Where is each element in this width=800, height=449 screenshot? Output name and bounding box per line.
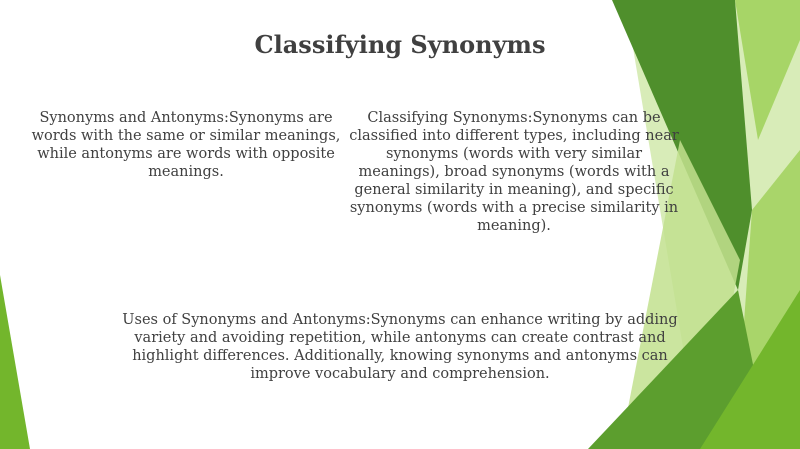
paragraph-synonyms-antonyms: Synonyms and Antonyms:Synonyms are words with the same or similar meanings, while antonyms are words with opposite meanings. <box>31 110 341 180</box>
slide-title: Classifying Synonyms <box>254 30 546 59</box>
left-edge-triangle <box>0 275 30 449</box>
paragraph-classifying-synonyms: Classifying Synonyms:Synonyms can be classified into different types, including near synonyms (words with very similar meanings), broad synonyms (words with a general similarity in meaning), and specific synonyms (words with a precise similarity in meaning). <box>349 110 679 234</box>
paragraph-uses: Uses of Synonyms and Antonyms:Synonyms can enhance writing by adding variety and avoiding repetition, while antonyms can create contrast and highlight differences. Additionally, knowing synonyms and antonyms can improve vocabulary and comprehension. <box>122 312 678 382</box>
